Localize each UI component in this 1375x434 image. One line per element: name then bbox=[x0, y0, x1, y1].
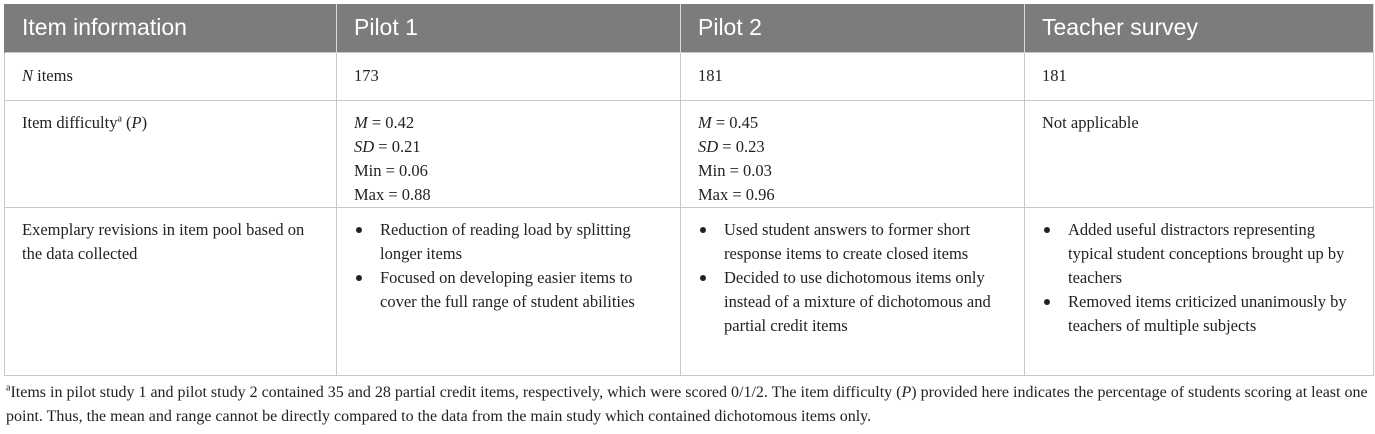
table-row-revisions bbox=[5, 207, 1374, 375]
cell-revisions-teacher bbox=[1025, 207, 1374, 375]
pilot-2-max: Max = 0.96 bbox=[698, 184, 775, 204]
mean-symbol: M bbox=[354, 112, 368, 132]
pilot-2-mean bbox=[698, 111, 1010, 135]
list-item: Focused on developing easier items to cover the full range of student abilities bbox=[354, 266, 666, 314]
pilot-2-revision-list bbox=[698, 218, 1010, 338]
cell-n-items-pilot-2: 181 bbox=[681, 52, 1025, 100]
table-row-item-difficulty bbox=[5, 100, 1374, 207]
difficulty-paren-close: ) bbox=[141, 112, 148, 132]
pilot-1-sd bbox=[354, 135, 666, 159]
header-pilot-1: Pilot 1 bbox=[337, 4, 681, 52]
difficulty-paren-open: ( bbox=[121, 112, 132, 132]
list-item: Reduction of reading load by splitting longer items bbox=[354, 218, 666, 266]
difficulty-footnote-marker: a bbox=[117, 113, 122, 124]
pilot-1-min: Min = 0.06 bbox=[354, 160, 428, 180]
table-footnote bbox=[6, 381, 1370, 429]
cell-n-items-pilot-1: 173 bbox=[337, 52, 681, 100]
cell-n-items-teacher: 181 bbox=[1025, 52, 1374, 100]
table-row-n-items bbox=[5, 52, 1374, 100]
list-item: Used student answers to former short response items to create closed items bbox=[698, 218, 1010, 266]
cell-revisions-pilot-2 bbox=[681, 207, 1025, 375]
row-label-item-difficulty bbox=[5, 100, 337, 207]
mean-symbol: M bbox=[698, 112, 712, 132]
footnote-text-part-1: Items in pilot study 1 and pilot study 2 contained 35 and 28 partial credit items, respectively, which were scored 0/1/2. The item difficulty ( bbox=[10, 384, 902, 401]
cell-difficulty-pilot-2 bbox=[681, 100, 1025, 207]
pilot-2-sd bbox=[698, 135, 1010, 159]
pilot-1-mean bbox=[354, 111, 666, 135]
difficulty-p-symbol: P bbox=[131, 112, 142, 132]
cell-difficulty-teacher: Not applicable bbox=[1025, 100, 1374, 207]
footnote-marker: a bbox=[6, 382, 11, 394]
mean-value: = 0.45 bbox=[711, 112, 759, 132]
row-label-n-items bbox=[5, 52, 337, 100]
sd-value: = 0.21 bbox=[374, 136, 421, 156]
list-item: Decided to use dichotomous items only instead of a mixture of dichotomous and partial credit items bbox=[698, 266, 1010, 338]
footnote-text-part-2: ) provided here indicates the percentage of students scoring at least one point. Thus, the mean and range cannot be directly compared to the data from the main study which contained dichotomous items only. bbox=[6, 384, 1368, 425]
n-items-label-text: items bbox=[33, 65, 73, 85]
list-item: Removed items criticized unanimously by teachers of multiple subjects bbox=[1042, 290, 1359, 338]
header-row bbox=[5, 4, 1374, 52]
teacher-revision-list bbox=[1042, 218, 1359, 338]
header-pilot-2: Pilot 2 bbox=[681, 4, 1025, 52]
header-item-information: Item information bbox=[5, 4, 337, 52]
difficulty-label-text: Item difficulty bbox=[22, 112, 118, 132]
pilot-2-min: Min = 0.03 bbox=[698, 160, 772, 180]
sd-symbol: SD bbox=[698, 136, 719, 156]
pilot-1-max: Max = 0.88 bbox=[354, 184, 431, 204]
mean-value: = 0.42 bbox=[367, 112, 415, 132]
item-information-table bbox=[4, 4, 1374, 376]
list-item: Added useful distractors representing typical student conceptions brought up by teachers bbox=[1042, 218, 1359, 290]
footnote-p-symbol: P bbox=[901, 384, 912, 401]
pilot-1-revision-list bbox=[354, 218, 666, 314]
sd-symbol: SD bbox=[354, 136, 375, 156]
n-symbol: N bbox=[22, 65, 34, 85]
cell-difficulty-pilot-1 bbox=[337, 100, 681, 207]
cell-revisions-pilot-1 bbox=[337, 207, 681, 375]
row-label-revisions: Exemplary revisions in item pool based on the data collected bbox=[5, 207, 337, 375]
sd-value: = 0.23 bbox=[718, 136, 765, 156]
header-teacher-survey: Teacher survey bbox=[1025, 4, 1374, 52]
